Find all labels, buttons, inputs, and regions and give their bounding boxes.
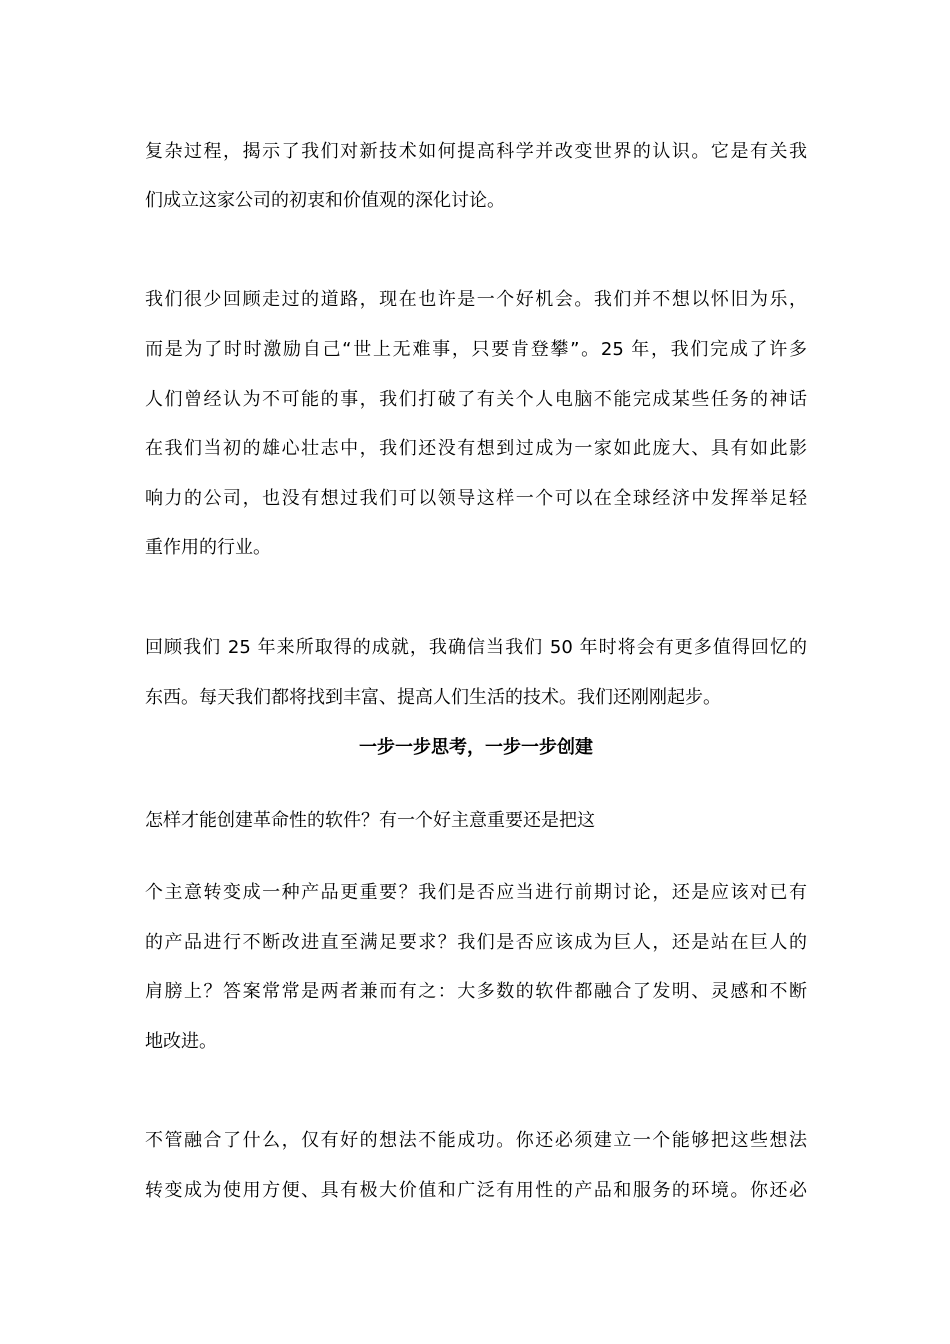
paragraph-6-line-4: 地改进。 <box>145 1031 217 1052</box>
paragraph-2-line-4: 在我们当初的雄心壮志中，我们还没有想到过成为一家如此庞大、具有如此影 <box>145 438 807 459</box>
paragraph-7-line-1: 不管融合了什么，仅有好的想法不能成功。你还必须建立一个能够把这些想法 <box>145 1130 807 1151</box>
paragraph-3-line-1: 回顾我们 25 年来所取得的成就，我确信当我们 50 年时将会有更多值得回忆的 <box>145 637 807 658</box>
paragraph-1-line-1: 复杂过程，揭示了我们对新技术如何提高科学并改变世界的认识。它是有关我 <box>145 141 807 162</box>
paragraph-2-line-5: 响力的公司，也没有想过我们可以领导这样一个可以在全球经济中发挥举足轻 <box>145 488 807 509</box>
paragraph-3-line-2: 东西。每天我们都将找到丰富、提高人们生活的技术。我们还刚刚起步。 <box>145 687 721 708</box>
paragraph-1-line-2: 们成立这家公司的初衷和价值观的深化讨论。 <box>145 190 505 211</box>
paragraph-5-line-1: 怎样才能创建革命性的软件？有一个好主意重要还是把这 <box>145 810 595 831</box>
paragraph-7-line-2: 转变成为使用方便、具有极大价值和广泛有用性的产品和服务的环境。你还必 <box>145 1180 807 1201</box>
paragraph-2-line-1: 我们很少回顾走过的道路，现在也许是一个好机会。我们并不想以怀旧为乐， <box>145 289 807 310</box>
paragraph-2-line-3: 人们曾经认为不可能的事，我们打破了有关个人电脑不能完成某些任务的神话 <box>145 389 807 410</box>
paragraph-6-line-1: 个主意转变成一种产品更重要？我们是否应当进行前期讨论，还是应该对已有 <box>145 882 807 903</box>
section-heading: 一步一步思考，一步一步创建 <box>359 737 593 758</box>
paragraph-2-line-2: 而是为了时时激励自己“世上无难事，只要肯登攀”。25 年，我们完成了许多 <box>145 339 807 360</box>
paragraph-2-line-6: 重作用的行业。 <box>145 537 271 558</box>
paragraph-6-line-2: 的产品进行不断改进直至满足要求？我们是否应该成为巨人，还是站在巨人的 <box>145 932 807 953</box>
paragraph-6-line-3: 肩膀上？答案常常是两者兼而有之：大多数的软件都融合了发明、灵感和不断 <box>145 981 807 1002</box>
